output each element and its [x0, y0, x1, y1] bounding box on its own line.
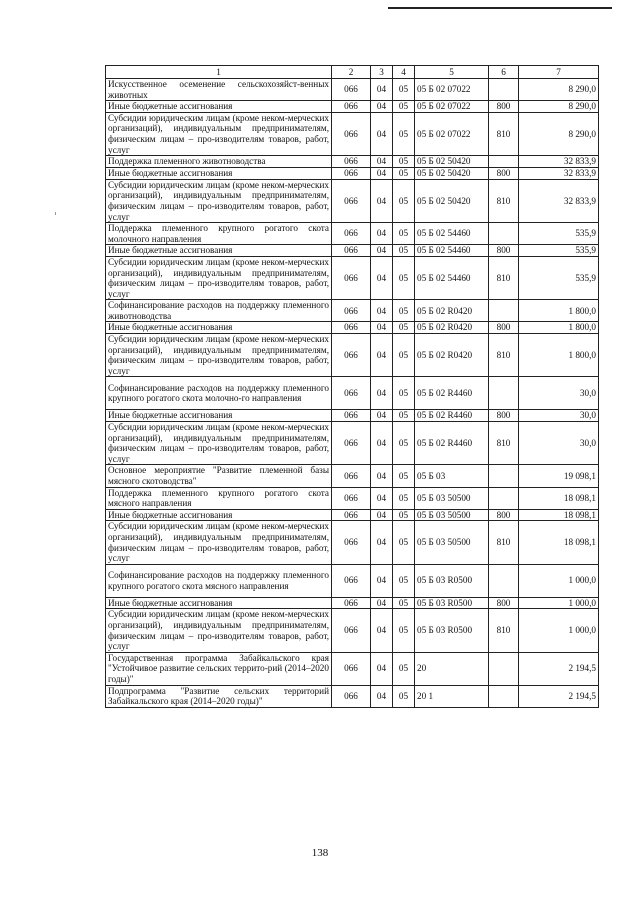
expense-type-code: 810 — [489, 179, 519, 222]
header-cell: 7 — [519, 66, 599, 79]
expense-type-code — [489, 300, 519, 322]
row-name: Субсидии юридическим лицам (кроме неком-мерческих организаций), индивидуальным предпринимателям, физическим лицам – про-изводителям товаров, работ, услуг — [106, 521, 332, 564]
target-article-code: 05 Б 02 R0420 — [415, 334, 489, 377]
target-article-code: 05 Б 02 R4460 — [415, 410, 489, 422]
row-name: Субсидии юридическим лицам (кроме неком-мерческих организаций), индивидуальным предпринимателям, физическим лицам – про-изводителям товаров, работ, услуг — [106, 256, 332, 299]
row-name: Поддержка племенного крупного рогатого скота мясного направления — [106, 487, 332, 509]
ministry-code: 066 — [332, 410, 371, 422]
amount: 18 098,1 — [519, 487, 599, 509]
table-row — [106, 487, 599, 509]
ministry-code: 066 — [332, 564, 371, 597]
target-article-code: 05 Б 03 50500 — [415, 509, 489, 521]
section-code: 04 — [371, 79, 393, 101]
amount: 32 833,9 — [519, 168, 599, 180]
target-article-code: 05 Б 02 50420 — [415, 168, 489, 180]
subsection-code: 05 — [393, 410, 415, 422]
ministry-code: 066 — [332, 223, 371, 245]
expense-type-code: 810 — [489, 422, 519, 465]
expense-type-code: 810 — [489, 334, 519, 377]
section-code: 04 — [371, 509, 393, 521]
row-name: Иные бюджетные ассигнования — [106, 509, 332, 521]
expense-type-code — [489, 564, 519, 597]
target-article-code: 05 Б 02 R4460 — [415, 422, 489, 465]
subsection-code: 05 — [393, 112, 415, 155]
table-row — [106, 179, 599, 222]
row-name: Субсидии юридическим лицам (кроме неком-мерческих организаций), индивидуальным предпринимателям, физическим лицам – про-изводителям товаров, работ, услуг — [106, 609, 332, 652]
amount: 30,0 — [519, 377, 599, 410]
row-name: Основное мероприятие "Развитие племенной базы мясного скотоводства" — [106, 465, 332, 487]
amount: 535,9 — [519, 245, 599, 257]
ministry-code: 066 — [332, 597, 371, 609]
ministry-code: 066 — [332, 79, 371, 101]
ministry-code: 066 — [332, 334, 371, 377]
amount: 2 194,5 — [519, 685, 599, 707]
table-row — [106, 509, 599, 521]
amount: 2 194,5 — [519, 652, 599, 685]
ministry-code: 066 — [332, 256, 371, 299]
expense-type-code: 800 — [489, 101, 519, 113]
subsection-code: 05 — [393, 609, 415, 652]
table-row — [106, 410, 599, 422]
section-code: 04 — [371, 465, 393, 487]
table-row — [106, 300, 599, 322]
amount: 1 800,0 — [519, 300, 599, 322]
ministry-code: 066 — [332, 377, 371, 410]
subsection-code: 05 — [393, 377, 415, 410]
expense-type-code — [489, 156, 519, 168]
section-code: 04 — [371, 245, 393, 257]
ministry-code: 066 — [332, 300, 371, 322]
header-cell: 3 — [371, 66, 393, 79]
row-name: Софинансирование расходов на поддержку племенного крупного рогатого скота мясного направления — [106, 564, 332, 597]
amount: 18 098,1 — [519, 521, 599, 564]
subsection-code: 05 — [393, 422, 415, 465]
section-code: 04 — [371, 521, 393, 564]
amount: 32 833,9 — [519, 156, 599, 168]
header-cell: 1 — [106, 66, 332, 79]
header-rule — [388, 7, 612, 9]
subsection-code: 05 — [393, 179, 415, 222]
table-row — [106, 685, 599, 707]
target-article-code: 05 Б 02 R0420 — [415, 300, 489, 322]
ministry-code: 066 — [332, 101, 371, 113]
header-cell: 2 — [332, 66, 371, 79]
subsection-code: 05 — [393, 509, 415, 521]
amount: 19 098,1 — [519, 465, 599, 487]
section-code: 04 — [371, 223, 393, 245]
expense-type-code: 810 — [489, 256, 519, 299]
ministry-code: 066 — [332, 422, 371, 465]
table-row — [106, 168, 599, 180]
section-code: 04 — [371, 112, 393, 155]
subsection-code: 05 — [393, 256, 415, 299]
amount: 1 000,0 — [519, 564, 599, 597]
amount: 535,9 — [519, 256, 599, 299]
row-name: Иные бюджетные ассигнования — [106, 101, 332, 113]
section-code: 04 — [371, 487, 393, 509]
subsection-code: 05 — [393, 245, 415, 257]
budget-table — [105, 65, 599, 708]
target-article-code: 05 Б 03 50500 — [415, 521, 489, 564]
amount: 8 290,0 — [519, 101, 599, 113]
target-article-code: 05 Б 02 54460 — [415, 245, 489, 257]
amount: 1 000,0 — [519, 609, 599, 652]
ministry-code: 066 — [332, 179, 371, 222]
section-code: 04 — [371, 156, 393, 168]
section-code: 04 — [371, 597, 393, 609]
row-name: Поддержка племенного крупного рогатого скота молочного направления — [106, 223, 332, 245]
header-cell: 5 — [415, 66, 489, 79]
subsection-code: 05 — [393, 223, 415, 245]
subsection-code: 05 — [393, 465, 415, 487]
expense-type-code — [489, 465, 519, 487]
expense-type-code: 800 — [489, 168, 519, 180]
row-name: Иные бюджетные ассигнования — [106, 410, 332, 422]
table-row — [106, 652, 599, 685]
expense-type-code — [489, 377, 519, 410]
subsection-code: 05 — [393, 334, 415, 377]
table-row — [106, 322, 599, 334]
ministry-code: 066 — [332, 465, 371, 487]
page-number: 138 — [311, 847, 329, 859]
ministry-code: 066 — [332, 487, 371, 509]
ministry-code: 066 — [332, 509, 371, 521]
table-row — [106, 112, 599, 155]
expense-type-code — [489, 652, 519, 685]
table-row — [106, 597, 599, 609]
row-name: Субсидии юридическим лицам (кроме неком-мерческих организаций), индивидуальным предпринимателям, физическим лицам – про-изводителям товаров, работ, услуг — [106, 334, 332, 377]
section-code: 04 — [371, 377, 393, 410]
section-code: 04 — [371, 652, 393, 685]
subsection-code: 05 — [393, 79, 415, 101]
subsection-code: 05 — [393, 597, 415, 609]
section-code: 04 — [371, 168, 393, 180]
section-code: 04 — [371, 322, 393, 334]
expense-type-code: 800 — [489, 245, 519, 257]
table-row — [106, 465, 599, 487]
section-code: 04 — [371, 685, 393, 707]
amount: 8 290,0 — [519, 79, 599, 101]
target-article-code: 05 Б 02 54460 — [415, 256, 489, 299]
amount: 1 800,0 — [519, 334, 599, 377]
header-row — [106, 66, 599, 79]
target-article-code: 05 Б 02 50420 — [415, 156, 489, 168]
row-name: Искусственное осеменение сельскохозяйст-венных животных — [106, 79, 332, 101]
ministry-code: 066 — [332, 685, 371, 707]
ministry-code: 066 — [332, 652, 371, 685]
expense-type-code: 800 — [489, 410, 519, 422]
amount: 18 098,1 — [519, 509, 599, 521]
section-code: 04 — [371, 609, 393, 652]
expense-type-code — [489, 79, 519, 101]
margin-mark — [55, 212, 56, 215]
ministry-code: 066 — [332, 609, 371, 652]
target-article-code: 20 — [415, 652, 489, 685]
expense-type-code: 810 — [489, 609, 519, 652]
ministry-code: 066 — [332, 245, 371, 257]
subsection-code: 05 — [393, 300, 415, 322]
expense-type-code: 800 — [489, 597, 519, 609]
table-row — [106, 156, 599, 168]
table-row — [106, 256, 599, 299]
amount: 30,0 — [519, 422, 599, 465]
target-article-code: 05 Б 02 07022 — [415, 101, 489, 113]
ministry-code: 066 — [332, 322, 371, 334]
row-name: Государственная программа Забайкальского края "Устойчивое развитие сельских террито-рий (2014–2020 годы)" — [106, 652, 332, 685]
row-name: Подпрограмма "Развитие сельских территорий Забайкальского края (2014–2020 годы)" — [106, 685, 332, 707]
target-article-code: 05 Б 02 07022 — [415, 79, 489, 101]
table-row — [106, 334, 599, 377]
table-row — [106, 521, 599, 564]
row-name: Субсидии юридическим лицам (кроме неком-мерческих организаций), индивидуальным предпринимателям, физическим лицам – про-изводителям товаров, работ, услуг — [106, 112, 332, 155]
subsection-code: 05 — [393, 652, 415, 685]
expense-type-code: 810 — [489, 521, 519, 564]
row-name: Софинансирование расходов на поддержку племенного крупного рогатого скота молочно-го направления — [106, 377, 332, 410]
ministry-code: 066 — [332, 521, 371, 564]
amount: 30,0 — [519, 410, 599, 422]
section-code: 04 — [371, 410, 393, 422]
amount: 1 800,0 — [519, 322, 599, 334]
table-row — [106, 377, 599, 410]
amount: 32 833,9 — [519, 179, 599, 222]
target-article-code: 05 Б 03 R0500 — [415, 597, 489, 609]
row-name: Субсидии юридическим лицам (кроме неком-мерческих организаций), индивидуальным предпринимателям, физическим лицам – про-изводителям товаров, работ, услуг — [106, 179, 332, 222]
target-article-code: 05 Б 02 50420 — [415, 179, 489, 222]
row-name: Иные бюджетные ассигнования — [106, 597, 332, 609]
target-article-code: 05 Б 02 R0420 — [415, 322, 489, 334]
row-name: Поддержка племенного животноводства — [106, 156, 332, 168]
subsection-code: 05 — [393, 168, 415, 180]
ministry-code: 066 — [332, 112, 371, 155]
row-name: Иные бюджетные ассигнования — [106, 168, 332, 180]
target-article-code: 05 Б 02 54460 — [415, 223, 489, 245]
table-row — [106, 223, 599, 245]
ministry-code: 066 — [332, 168, 371, 180]
subsection-code: 05 — [393, 685, 415, 707]
amount: 8 290,0 — [519, 112, 599, 155]
header-cell: 4 — [393, 66, 415, 79]
row-name: Иные бюджетные ассигнования — [106, 322, 332, 334]
subsection-code: 05 — [393, 101, 415, 113]
section-code: 04 — [371, 179, 393, 222]
row-name: Иные бюджетные ассигнования — [106, 245, 332, 257]
table-row — [106, 609, 599, 652]
target-article-code: 05 Б 02 R4460 — [415, 377, 489, 410]
table-row — [106, 79, 599, 101]
subsection-code: 05 — [393, 564, 415, 597]
section-code: 04 — [371, 564, 393, 597]
amount: 535,9 — [519, 223, 599, 245]
header-cell: 6 — [489, 66, 519, 79]
row-name: Субсидии юридическим лицам (кроме неком-мерческих организаций), индивидуальным предпринимателям, физическим лицам – про-изводителям товаров, работ, услуг — [106, 422, 332, 465]
subsection-code: 05 — [393, 487, 415, 509]
section-code: 04 — [371, 300, 393, 322]
section-code: 04 — [371, 422, 393, 465]
table-row — [106, 101, 599, 113]
target-article-code: 20 1 — [415, 685, 489, 707]
ministry-code: 066 — [332, 156, 371, 168]
target-article-code: 05 Б 03 — [415, 465, 489, 487]
expense-type-code: 800 — [489, 509, 519, 521]
expense-type-code — [489, 223, 519, 245]
subsection-code: 05 — [393, 521, 415, 564]
table-row — [106, 245, 599, 257]
subsection-code: 05 — [393, 322, 415, 334]
target-article-code: 05 Б 03 R0500 — [415, 609, 489, 652]
target-article-code: 05 Б 02 07022 — [415, 112, 489, 155]
table-row — [106, 564, 599, 597]
expense-type-code: 800 — [489, 322, 519, 334]
amount: 1 000,0 — [519, 597, 599, 609]
row-name: Софинансирование расходов на поддержку племенного животноводства — [106, 300, 332, 322]
section-code: 04 — [371, 334, 393, 377]
target-article-code: 05 Б 03 R0500 — [415, 564, 489, 597]
expense-type-code — [489, 685, 519, 707]
expense-type-code — [489, 487, 519, 509]
expense-type-code: 810 — [489, 112, 519, 155]
section-code: 04 — [371, 256, 393, 299]
section-code: 04 — [371, 101, 393, 113]
target-article-code: 05 Б 03 50500 — [415, 487, 489, 509]
table-row — [106, 422, 599, 465]
subsection-code: 05 — [393, 156, 415, 168]
